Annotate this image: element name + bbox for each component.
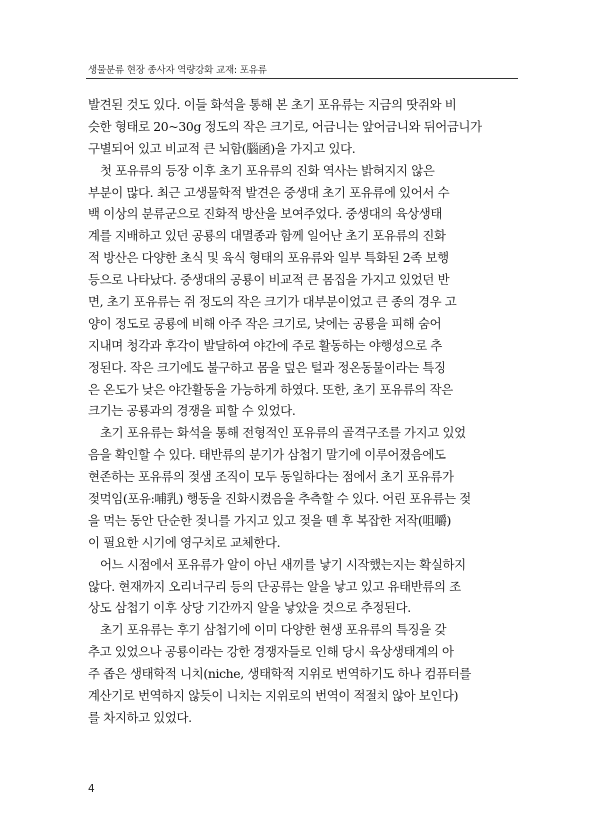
text-line: 백 이상의 분류군으로 진화적 방산을 보여주었다. 중생대의 육상생태 — [88, 206, 443, 222]
text-line: 현존하는 포유류의 젖샘 조직이 모두 동일하다는 점에서 초기 포유류가 — [88, 469, 454, 485]
text-line: 면, 초기 포유류는 쥐 정도의 작은 크기가 대부분이었고 큰 종의 경우 고 — [88, 294, 457, 310]
text-line: 정된다. 작은 크기에도 불구하고 몸을 덮은 털과 정온동물이라는 특징 — [88, 359, 446, 375]
text-line: 추고 있었으나 공룡이라는 강한 경쟁자들로 인해 당시 육상생태계의 아 — [88, 644, 454, 660]
text-line: 음을 확인할 수 있다. 태반류의 분기가 삼첩기 말기에 이루어졌음에도 — [88, 447, 446, 463]
text-line: 초기 포유류는 후기 삼첩기에 이미 다양한 현생 포유류의 특징을 갖 — [88, 622, 447, 638]
text-line: 양이 정도로 공룡에 비해 아주 작은 크기로, 낮에는 공룡을 피해 숨어 — [88, 315, 442, 331]
text-line: 주 좁은 생태학적 니치(niche, 생태학적 지위로 번역하기도 하나 컴퓨터를 — [88, 666, 471, 682]
text-line: 초기 포유류는 화석을 통해 전형적인 포유류의 골격구조를 가지고 있었 — [88, 425, 466, 441]
text-line: 지내며 청각과 후각이 발달하여 야간에 주로 활동하는 야행성으로 추 — [88, 337, 443, 353]
text-line: 않다. 현재까지 오리너구리 등의 단공류는 알을 낳고 있고 유태반류의 조 — [88, 578, 461, 594]
text-line: 상도 삼첩기 이후 상당 기간까지 알을 낳았을 것으로 추정된다. — [88, 600, 411, 616]
text-line: 을 먹는 동안 단순한 젖니를 가지고 있고 젖을 뗀 후 복잡한 저작(咀嚼) — [88, 512, 452, 528]
page-number: 4 — [88, 783, 95, 795]
text-line: 이 필요한 시기에 영구치로 교체한다. — [88, 534, 281, 550]
text-line: 첫 포유류의 등장 이후 초기 포유류의 진화 역사는 밝혀지지 않은 — [88, 162, 435, 178]
text-line: 어느 시점에서 포유류가 알이 아닌 새끼를 낳기 시작했는지는 확실하지 — [88, 556, 466, 572]
text-line: 계산기로 번역하지 않듯이 니치는 지위로의 번역이 적절치 않아 보인다) — [88, 688, 459, 704]
text-line: 등으로 나타났다. 중생대의 공룡이 비교적 큰 몸집을 가지고 있었던 반 — [88, 272, 450, 288]
text-line: 발견된 것도 있다. 이들 화석을 통해 본 초기 포유류는 지금의 땃쥐와 비 — [88, 97, 457, 112]
header-divider — [86, 78, 518, 79]
text-line: 구별되어 있고 비교적 큰 뇌함(腦函)을 가지고 있다. — [88, 140, 356, 156]
text-line: 크기는 공룡과의 경쟁을 피할 수 있었다. — [88, 403, 296, 419]
text-line: 적 방산은 다양한 초식 및 육식 형태의 포유류와 일부 특화된 2족 보행 — [88, 250, 449, 266]
text-line: 계를 지배하고 있던 공룡의 대멸종과 함께 일어난 초기 포유류의 진화 — [88, 228, 446, 244]
text-line: 를 차지하고 있었다. — [88, 709, 192, 725]
text-line: 부분이 많다. 최근 고생물학적 발견은 중생대 초기 포유류에 있어서 수 — [88, 184, 450, 200]
running-header: 생물분류 현장 종사자 역량강화 교재: 포유류 — [88, 65, 267, 76]
text-line: 은 온도가 낮은 야간활동을 가능하게 하였다. 또한, 초기 포유류의 작은 — [88, 381, 453, 397]
body-text — [88, 94, 518, 729]
text-line: 젖먹임(포유:哺乳) 행동을 진화시켰음을 추측할 수 있다. 어린 포유류는 젖 — [88, 491, 471, 507]
text-line: 슷한 형태로 20~30g 정도의 작은 크기로, 어금니는 앞어금니와 뒤어금니가 — [88, 118, 482, 134]
